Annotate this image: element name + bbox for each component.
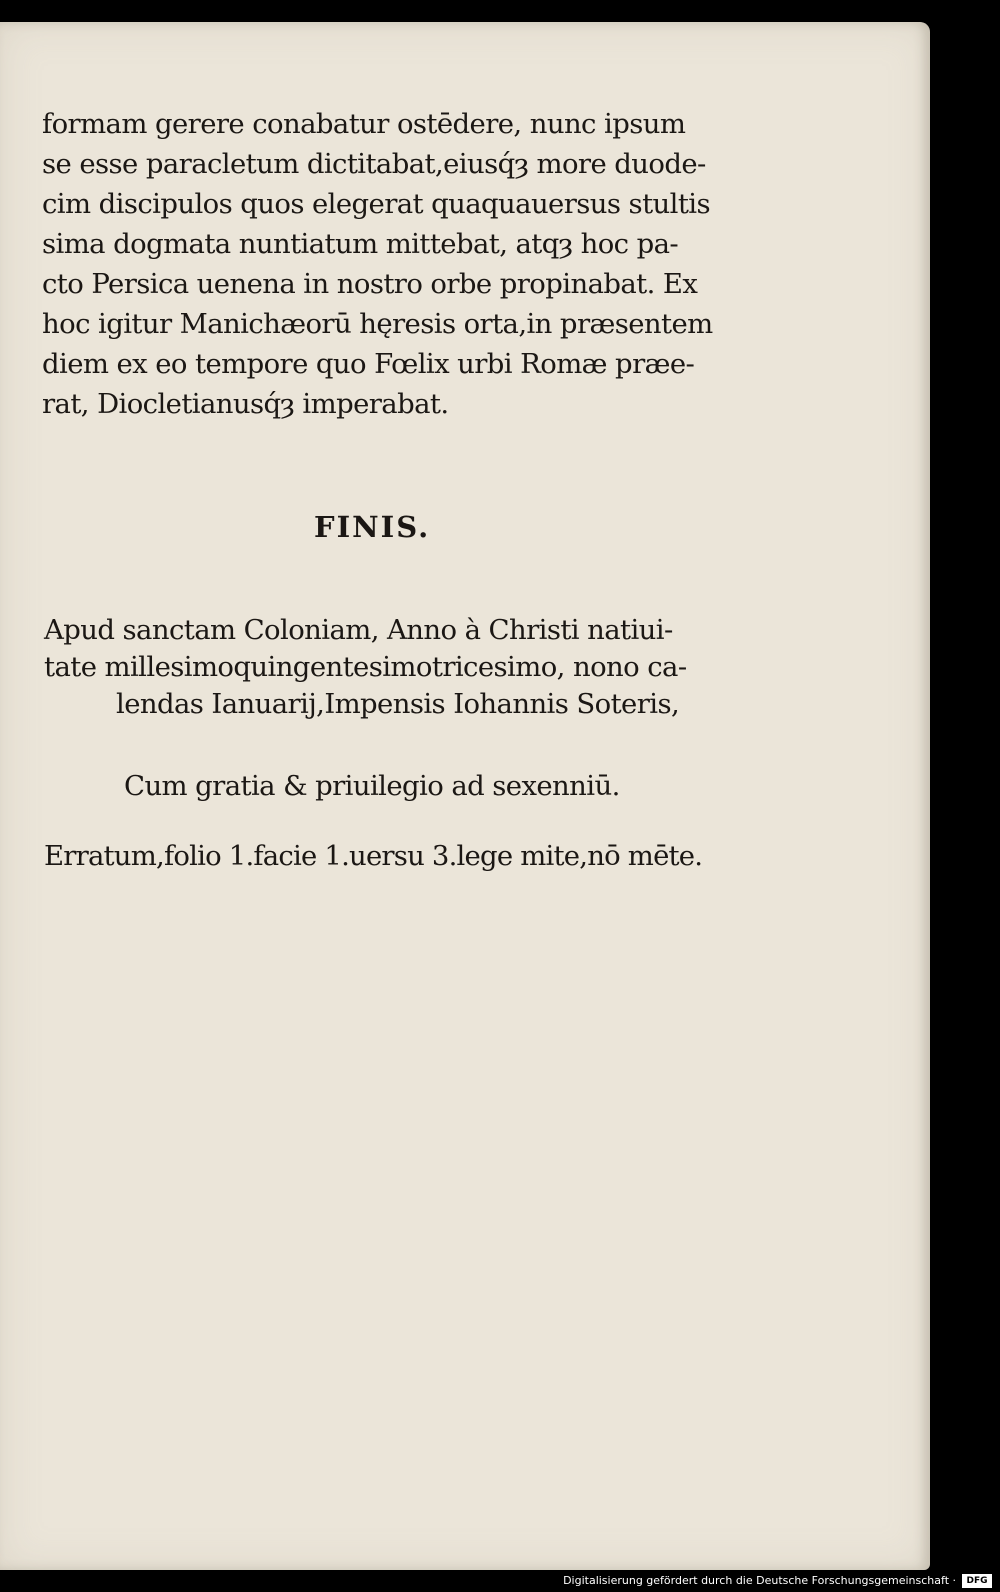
erratum-line: Erratum,folio 1.facie 1.uersu 3.lege mite,nō mēte.	[44, 840, 703, 872]
colophon	[44, 612, 704, 723]
dfg-logo: DFG	[962, 1574, 992, 1588]
footer-credit: Digitalisierung gefördert durch die Deutsche Forschungsgemeinschaft ·	[563, 1574, 956, 1587]
finis-heading: FINIS.	[314, 510, 431, 544]
body-line: rat, Diocletianusq́ȝ imperabat.	[42, 388, 449, 420]
body-line: se esse paracletum dictitabat,eiusq́ȝ more duode-	[42, 148, 706, 180]
colophon-line: Apud sanctam Coloniam, Anno à Christi natiui-	[44, 614, 673, 646]
body-line: hoc igitur Manichæorū hęresis orta,in præsentem	[42, 308, 713, 340]
body-line: sima dogmata nuntiatum mittebat, atqȝ hoc pa-	[42, 228, 679, 260]
footer-bar	[0, 1570, 1000, 1592]
body-line: cto Persica uenena in nostro orbe propinabat. Ex	[42, 268, 698, 300]
colophon-line: tate millesimoquingentesimotricesimo, nono ca-	[44, 651, 687, 683]
body-line: cim discipulos quos elegerat quaquauersus stultis	[42, 188, 710, 220]
body-line: formam gerere conabatur ostēdere, nunc ipsum	[42, 108, 686, 140]
privilege-line: Cum gratia & priuilegio ad sexenniū.	[124, 770, 620, 802]
body-line: diem ex eo tempore quo Fœlix urbi Romæ præe-	[42, 348, 695, 380]
book-page	[0, 22, 930, 1570]
colophon-line: lendas Ianuarij,Impensis Iohannis Soteris,	[116, 688, 680, 720]
body-text-block	[42, 104, 713, 424]
